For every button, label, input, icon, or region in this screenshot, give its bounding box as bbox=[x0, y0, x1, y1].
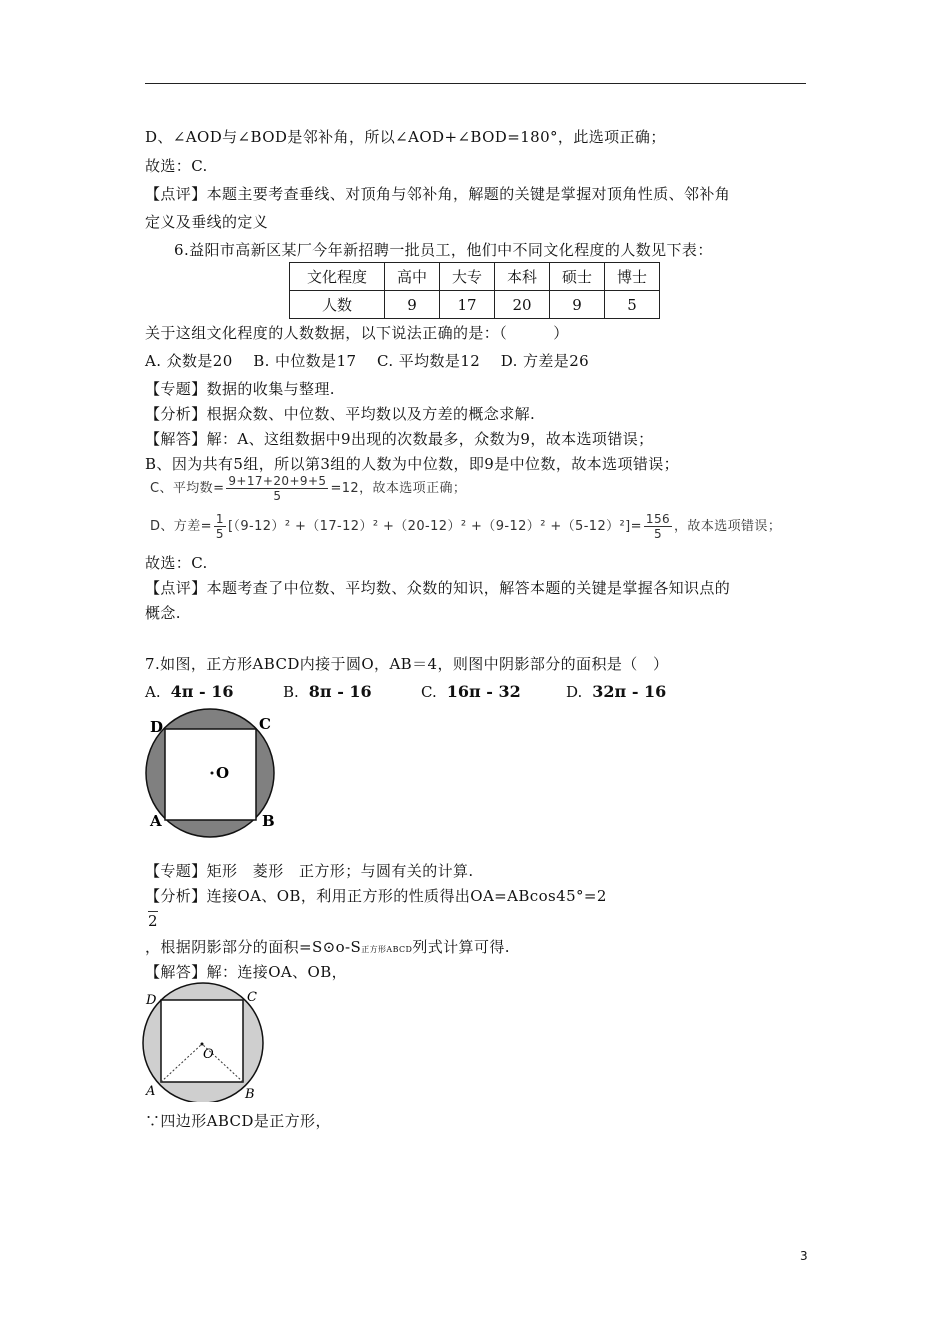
page-number: 3 bbox=[800, 1249, 808, 1263]
text-line: 【专题】矩形 菱形 正方形；与圆有关的计算. bbox=[145, 862, 474, 880]
center-point bbox=[201, 1043, 204, 1046]
table-cell: 5 bbox=[605, 291, 660, 319]
education-table bbox=[289, 262, 660, 319]
table-cell: 博士 bbox=[605, 263, 660, 291]
option-d bbox=[566, 682, 666, 701]
circle-square-figure bbox=[140, 704, 290, 838]
table-cell: 20 bbox=[495, 291, 550, 319]
table-cell: 硕士 bbox=[550, 263, 605, 291]
option-expr: 4π - 16 bbox=[170, 682, 234, 701]
formula-text: [（9-12）² +（17-12）² +（20-12）² +（9-12）² +（5-12）²]= bbox=[227, 519, 642, 534]
numerator: 156 bbox=[645, 512, 671, 526]
formula-text: C、平均数= bbox=[150, 481, 225, 496]
header-rule bbox=[145, 83, 806, 84]
sqrt-two: 2 bbox=[148, 912, 158, 930]
text-line: 【分析】根据众数、中位数、平均数以及方差的概念求解. bbox=[145, 405, 536, 423]
formula-text: D、方差= bbox=[150, 519, 212, 534]
table-cell: 高中 bbox=[385, 263, 440, 291]
mean-formula bbox=[150, 474, 466, 503]
table-cell: 大专 bbox=[440, 263, 495, 291]
text-line: ∵四边形ABCD是正方形， bbox=[145, 1112, 331, 1130]
denominator: 5 bbox=[215, 527, 224, 541]
denominator: 5 bbox=[653, 527, 662, 541]
text-span: 列式计算可得. bbox=[412, 938, 510, 956]
square-abcd bbox=[161, 1000, 243, 1082]
fraction bbox=[644, 512, 672, 541]
formula-text: ，故本选项错误； bbox=[674, 519, 782, 534]
numerator: 9+17+20+9+5 bbox=[228, 474, 327, 488]
option-expr: 16π - 32 bbox=[446, 682, 521, 701]
option-expr: 32π - 16 bbox=[592, 682, 667, 701]
text-line bbox=[145, 937, 510, 960]
solution-figure bbox=[140, 982, 270, 1102]
text-line: D、∠AOD与∠BOD是邻补角，所以∠AOD+∠BOD=180°，此选项正确； bbox=[145, 128, 666, 146]
subscript: 正方形ABCD bbox=[361, 945, 413, 954]
table-row bbox=[290, 263, 660, 291]
option-b bbox=[283, 682, 372, 701]
fraction bbox=[226, 474, 328, 503]
label-b: B bbox=[245, 1087, 255, 1102]
label-a: A bbox=[146, 1084, 156, 1099]
table-cell: 文化程度 bbox=[290, 263, 385, 291]
table-cell: 人数 bbox=[290, 291, 385, 319]
text-line: B、因为共有5组，所以第3组的人数为中位数，即9是中位数，故本选项错误； bbox=[145, 455, 680, 473]
table-cell: 9 bbox=[550, 291, 605, 319]
denominator: 5 bbox=[273, 489, 282, 503]
variance-formula bbox=[150, 512, 781, 541]
numerator: 1 bbox=[215, 512, 224, 526]
option-letter: B. bbox=[283, 683, 299, 701]
table-row bbox=[290, 291, 660, 319]
text-line: 【专题】数据的收集与整理. bbox=[145, 380, 335, 398]
label-d: D bbox=[150, 718, 164, 736]
table-cell: 9 bbox=[385, 291, 440, 319]
label-d: D bbox=[146, 993, 157, 1008]
text-line: 故选：C. bbox=[145, 157, 208, 175]
text-line: 关于这组文化程度的人数数据，以下说法正确的是：（ ） bbox=[145, 324, 569, 342]
text-line: 【分析】连接OA、OB，利用正方形的性质得出OA=ABcos45°=2 bbox=[145, 887, 607, 905]
square-abcd bbox=[165, 729, 256, 820]
question-6: 6.益阳市高新区某厂今年新招聘一批员工，他们中不同文化程度的人数见下表： bbox=[174, 241, 713, 259]
label-o: O bbox=[203, 1047, 214, 1062]
option-c bbox=[421, 682, 521, 701]
option-expr: 8π - 16 bbox=[308, 682, 372, 701]
formula-text: =12，故本选项正确； bbox=[330, 481, 467, 496]
center-point bbox=[211, 772, 214, 775]
table-cell: 17 bbox=[440, 291, 495, 319]
question-7: 7.如图，正方形ABCD内接于圆O，AB＝4，则图中阴影部分的面积是（ ） bbox=[145, 655, 669, 673]
text-span: ，根据阴影部分的面积=S⊙o-S bbox=[145, 938, 362, 956]
option-letter: D. bbox=[566, 683, 583, 701]
option-letter: A. bbox=[145, 683, 161, 701]
text-line: 【点评】本题主要考查垂线、对顶角与邻补角，解题的关键是掌握对顶角性质、邻补角 bbox=[145, 185, 731, 203]
text-line: 概念. bbox=[145, 604, 181, 622]
text-line: 定义及垂线的定义 bbox=[145, 213, 269, 231]
label-c: C bbox=[259, 715, 271, 733]
fraction bbox=[214, 512, 226, 541]
option-letter: C. bbox=[421, 683, 437, 701]
table-cell: 本科 bbox=[495, 263, 550, 291]
text-line: 【解答】解：连接OA、OB， bbox=[145, 963, 348, 981]
text-line: 故选：C. bbox=[145, 554, 208, 572]
text-line: 【解答】解：A、这组数据中9出现的次数最多，众数为9，故本选项错误； bbox=[145, 430, 654, 448]
text-line: 【点评】本题考查了中位数、平均数、众数的知识，解答本题的关键是掌握各知识点的 bbox=[145, 579, 731, 597]
label-a: A bbox=[150, 812, 162, 830]
label-b: B bbox=[262, 812, 275, 830]
label-c: C bbox=[247, 990, 257, 1005]
option-a bbox=[145, 682, 234, 701]
answer-options: A. 众数是20 B. 中位数是17 C. 平均数是12 D. 方差是26 bbox=[145, 352, 590, 370]
label-o: O bbox=[216, 764, 230, 782]
